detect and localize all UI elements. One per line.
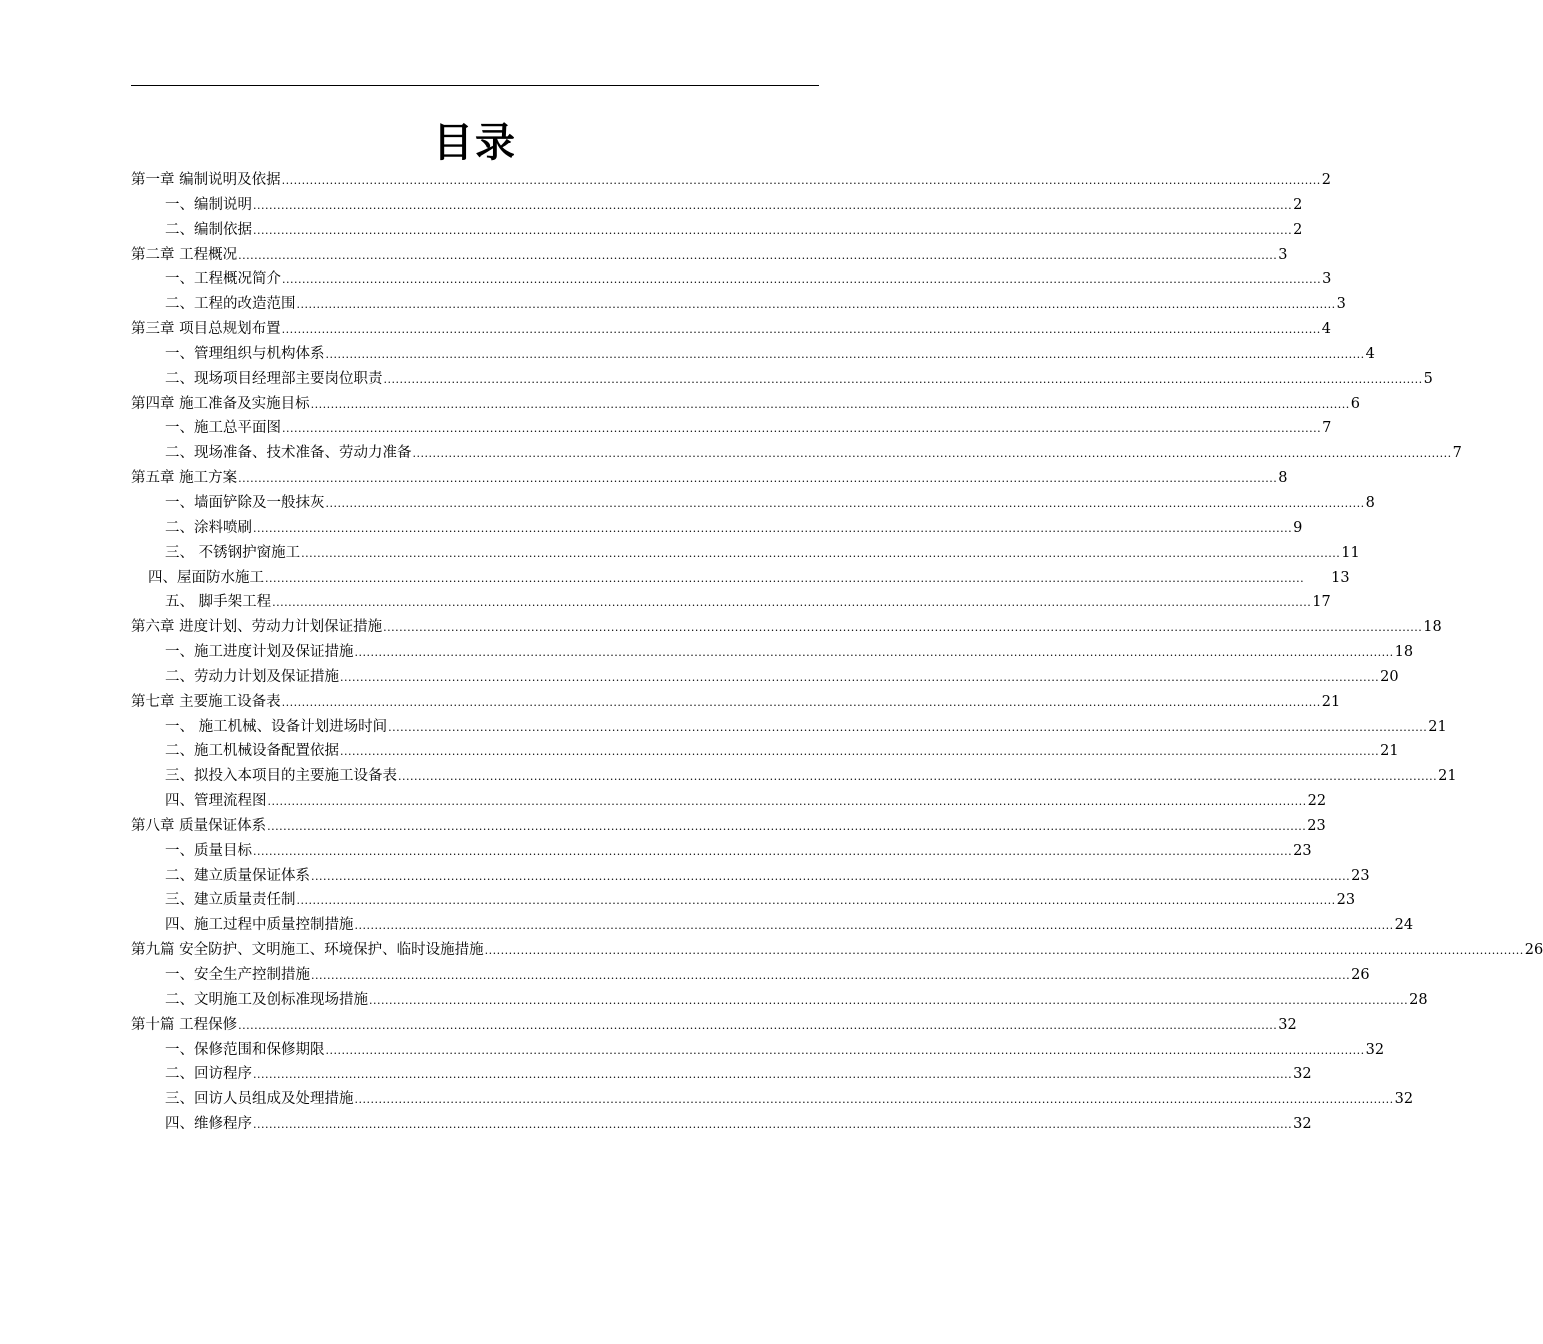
toc-entry[interactable] (131, 1013, 1297, 1038)
toc-entry-label: 二、回访程序 (165, 1066, 252, 1083)
toc-entry[interactable] (131, 888, 1356, 913)
toc-entry[interactable] (131, 615, 1442, 640)
toc-entry-page: 32 (1394, 1091, 1414, 1108)
toc-entry[interactable] (131, 317, 1331, 342)
toc-entry-label: 三、拟投入本项目的主要施工设备表 (165, 768, 397, 785)
toc-entry-label: 二、工程的改造范围 (165, 296, 296, 313)
toc-leader-dots: .................................................................................................................................................................................................................................................................... (272, 596, 1312, 610)
toc-entry-label: 一、保修范围和保修期限 (165, 1041, 325, 1058)
toc-entry-page: 13 (1331, 569, 1350, 586)
toc-entry-label: 第一章 编制说明及依据 (131, 172, 281, 188)
toc-entry-label: 一、 施工机械、设备计划进场时间 (165, 718, 388, 735)
toc-leader-dots: .................................................................................................................................................................................................................................................................... (398, 770, 1438, 784)
toc-entry[interactable] (131, 342, 1375, 367)
toc-entry[interactable] (131, 218, 1303, 243)
toc-entry-page: 21 (1428, 718, 1447, 735)
toc-entry-label: 第八章 质量保证体系 (131, 817, 267, 834)
toc-entry-page: 4 (1321, 321, 1331, 338)
toc-entry[interactable] (131, 665, 1399, 690)
toc-entry-label: 一、质量目标 (165, 842, 252, 859)
toc-entry[interactable] (131, 864, 1370, 889)
toc-leader-dots: .................................................................................................................................................................................................................................................................... (281, 323, 1321, 337)
header-rule (131, 85, 819, 86)
toc-entry-label: 一、编制说明 (165, 196, 252, 213)
toc-entry-page: 3 (1278, 246, 1288, 263)
toc-entry-page: 26 (1351, 967, 1370, 983)
toc-leader-dots: .................................................................................................................................................................................................................................................................... (265, 571, 1305, 585)
toc-entry-page: 3 (1336, 296, 1346, 313)
toc-entry-label: 一、施工总平面图 (165, 420, 281, 437)
toc-entry-page: 26 (1524, 942, 1543, 959)
toc-entry[interactable] (131, 168, 1331, 193)
toc-entry[interactable] (131, 739, 1399, 764)
toc-entry-page: 28 (1409, 991, 1428, 1008)
toc-leader-dots: .................................................................................................................................................................................................................................................................... (325, 496, 1365, 510)
toc-entry[interactable] (131, 1038, 1385, 1063)
toc-entry[interactable] (131, 416, 1332, 441)
toc-entry-page: 32 (1293, 1066, 1312, 1083)
toc-entry-label: 一、施工进度计划及保证措施 (165, 644, 354, 661)
toc-entry-label: 四、屋面防水施工 (148, 569, 264, 586)
toc-entry-label: 第四章 施工准备及实施目标 (131, 395, 310, 412)
toc-entry-page: 24 (1394, 917, 1414, 934)
toc-leader-dots: .................................................................................................................................................................................................................................................................... (253, 1118, 1293, 1132)
toc-entry-page: 7 (1452, 445, 1462, 462)
toc-leader-dots: .................................................................................................................................................................................................................................................................... (340, 670, 1380, 684)
toc-entry-page: 17 (1312, 594, 1331, 611)
toc-entry-label: 三、 不锈钢护窗施工 (165, 544, 301, 561)
toc-entry[interactable] (131, 392, 1360, 417)
toc-leader-dots: .................................................................................................................................................................................................................................................................... (282, 422, 1322, 436)
table-of-contents (131, 168, 1543, 1137)
toc-leader-dots: .................................................................................................................................................................................................................................................................... (340, 745, 1380, 759)
toc-entry[interactable] (131, 938, 1543, 963)
toc-entry[interactable] (131, 193, 1303, 218)
toc-leader-dots: .................................................................................................................................................................................................................................................................... (383, 621, 1423, 635)
toc-leader-dots: .................................................................................................................................................................................................................................................................... (325, 1043, 1365, 1057)
toc-entry[interactable] (131, 690, 1341, 715)
toc-entry-label: 三、建立质量责任制 (165, 892, 296, 909)
toc-entry[interactable] (131, 491, 1375, 516)
toc-entry-page: 5 (1423, 370, 1433, 387)
toc-entry-page: 6 (1350, 395, 1360, 412)
toc-entry-label: 第五章 施工方案 (131, 470, 238, 487)
toc-entry-page: 8 (1365, 494, 1375, 511)
toc-entry[interactable] (131, 243, 1288, 268)
toc-leader-dots: .................................................................................................................................................................................................................................................................... (296, 298, 1336, 312)
toc-entry-label: 第十篇 工程保修 (131, 1016, 238, 1033)
toc-entry[interactable] (131, 640, 1414, 665)
toc-leader-dots: .................................................................................................................................................................................................................................................................... (267, 819, 1307, 833)
toc-entry-page: 20 (1380, 668, 1399, 685)
toc-entry[interactable] (131, 516, 1303, 541)
toc-entry-page: 32 (1365, 1041, 1385, 1058)
toc-entry-label: 二、劳动力计划及保证措施 (165, 668, 339, 685)
toc-leader-dots: .................................................................................................................................................................................................................................................................... (253, 1068, 1293, 1082)
toc-entry-page: 4 (1365, 345, 1375, 362)
toc-entry-label: 第二章 工程概况 (131, 246, 238, 263)
toc-entry[interactable] (131, 963, 1370, 988)
toc-leader-dots: .................................................................................................................................................................................................................................................................... (238, 248, 1278, 262)
toc-leader-dots: .................................................................................................................................................................................................................................................................... (301, 546, 1341, 560)
toc-entry-page: 2 (1321, 172, 1331, 188)
toc-leader-dots: .................................................................................................................................................................................................................................................................... (369, 993, 1409, 1007)
toc-entry-page: 2 (1293, 221, 1303, 238)
toc-entry-page: 3 (1322, 271, 1332, 288)
toc-entry[interactable] (131, 814, 1326, 839)
toc-leader-dots: .................................................................................................................................................................................................................................................................... (412, 447, 1452, 461)
toc-entry[interactable] (131, 466, 1288, 491)
toc-entry[interactable] (131, 839, 1312, 864)
toc-entry-page: 21 (1438, 768, 1457, 785)
toc-entry-page: 23 (1351, 867, 1370, 884)
toc-entry[interactable] (131, 715, 1447, 740)
toc-entry[interactable] (131, 590, 1331, 615)
toc-leader-dots: .................................................................................................................................................................................................................................................................... (282, 273, 1322, 287)
toc-entry-page: 11 (1341, 544, 1360, 561)
toc-entry-label: 第三章 项目总规划布置 (131, 321, 281, 338)
toc-leader-dots: .................................................................................................................................................................................................................................................................... (253, 521, 1293, 535)
toc-entry-label: 一、墙面铲除及一般抹灰 (165, 494, 325, 511)
toc-entry[interactable] (131, 1062, 1312, 1087)
toc-leader-dots: .................................................................................................................................................................................................................................................................... (383, 372, 1423, 386)
toc-entry-label: 第九篇 安全防护、文明施工、环境保护、临时设施措施 (131, 942, 484, 959)
toc-entry-page: 23 (1336, 892, 1356, 909)
toc-entry-label: 五、 脚手架工程 (165, 594, 272, 611)
toc-entry-page: 32 (1293, 1116, 1312, 1133)
toc-leader-dots: .................................................................................................................................................................................................................................................................... (296, 894, 1336, 908)
toc-entry-label: 二、现场项目经理部主要岗位职责 (165, 370, 383, 387)
toc-entry[interactable] (131, 441, 1462, 466)
toc-leader-dots: .................................................................................................................................................................................................................................................................... (354, 919, 1394, 933)
toc-leader-dots: .................................................................................................................................................................................................................................................................... (484, 944, 1524, 958)
toc-entry-label: 四、维修程序 (165, 1116, 252, 1133)
toc-leader-dots: .................................................................................................................................................................................................................................................................... (388, 720, 1428, 734)
toc-entry-label: 二、建立质量保证体系 (165, 867, 310, 884)
toc-entry-page: 18 (1394, 644, 1414, 661)
toc-entry-label: 一、工程概况简介 (165, 271, 281, 288)
toc-entry[interactable] (131, 913, 1414, 938)
toc-entry[interactable] (131, 764, 1457, 789)
toc-entry[interactable] (131, 1112, 1312, 1137)
toc-leader-dots: .................................................................................................................................................................................................................................................................... (354, 1093, 1394, 1107)
toc-entry[interactable] (131, 789, 1327, 814)
toc-entry-page: 18 (1423, 619, 1442, 636)
toc-entry-label: 二、文明施工及创标准现场措施 (165, 991, 368, 1008)
toc-entry-label: 一、管理组织与机构体系 (165, 345, 325, 362)
toc-leader-dots: .................................................................................................................................................................................................................................................................... (253, 844, 1293, 858)
toc-entry-page: 23 (1307, 817, 1326, 834)
toc-entry-page: 32 (1278, 1016, 1297, 1033)
toc-leader-dots: .................................................................................................................................................................................................................................................................... (325, 347, 1365, 361)
toc-leader-dots: .................................................................................................................................................................................................................................................................... (238, 472, 1278, 486)
toc-leader-dots: .................................................................................................................................................................................................................................................................... (253, 223, 1293, 237)
toc-entry-page: 23 (1293, 842, 1312, 859)
toc-entry-page: 22 (1307, 793, 1327, 810)
toc-entry-page: 7 (1322, 420, 1332, 437)
toc-entry[interactable] (131, 292, 1346, 317)
toc-entry[interactable] (131, 541, 1360, 566)
page-title: 目录 (433, 120, 517, 166)
toc-entry-label: 三、回访人员组成及处理措施 (165, 1091, 354, 1108)
toc-leader-dots: .................................................................................................................................................................................................................................................................... (267, 795, 1307, 809)
toc-entry[interactable] (131, 566, 1350, 591)
toc-entry-page: 8 (1278, 470, 1288, 487)
toc-entry-label: 二、涂料喷刷 (165, 519, 252, 536)
toc-entry-page: 2 (1293, 196, 1303, 213)
toc-leader-dots: .................................................................................................................................................................................................................................................................... (281, 695, 1321, 709)
toc-entry-label: 四、管理流程图 (165, 793, 267, 810)
toc-entry-label: 第六章 进度计划、劳动力计划保证措施 (131, 619, 383, 636)
toc-entry-label: 二、现场准备、技术准备、劳动力准备 (165, 445, 412, 462)
toc-entry-label: 二、编制依据 (165, 221, 252, 238)
toc-leader-dots: .................................................................................................................................................................................................................................................................... (311, 869, 1351, 883)
toc-entry-page: 21 (1380, 743, 1399, 760)
toc-entry-label: 二、施工机械设备配置依据 (165, 743, 339, 760)
toc-entry[interactable] (131, 267, 1332, 292)
toc-leader-dots: .................................................................................................................................................................................................................................................................... (253, 198, 1293, 212)
toc-entry-label: 第七章 主要施工设备表 (131, 693, 281, 710)
toc-leader-dots: .................................................................................................................................................................................................................................................................... (238, 1018, 1278, 1032)
toc-entry-page: 9 (1293, 519, 1303, 536)
toc-entry-label: 四、施工过程中质量控制措施 (165, 917, 354, 934)
toc-entry[interactable] (131, 988, 1428, 1013)
toc-entry-label: 一、安全生产控制措施 (165, 967, 310, 983)
toc-leader-dots: .................................................................................................................................................................................................................................................................... (311, 969, 1351, 982)
toc-leader-dots: .................................................................................................................................................................................................................................................................... (310, 397, 1350, 411)
toc-leader-dots: .................................................................................................................................................................................................................................................................... (281, 174, 1321, 187)
toc-entry[interactable] (131, 1087, 1414, 1112)
toc-entry-page: 21 (1321, 693, 1341, 710)
toc-leader-dots: .................................................................................................................................................................................................................................................................... (354, 646, 1394, 660)
toc-entry[interactable] (131, 367, 1433, 392)
